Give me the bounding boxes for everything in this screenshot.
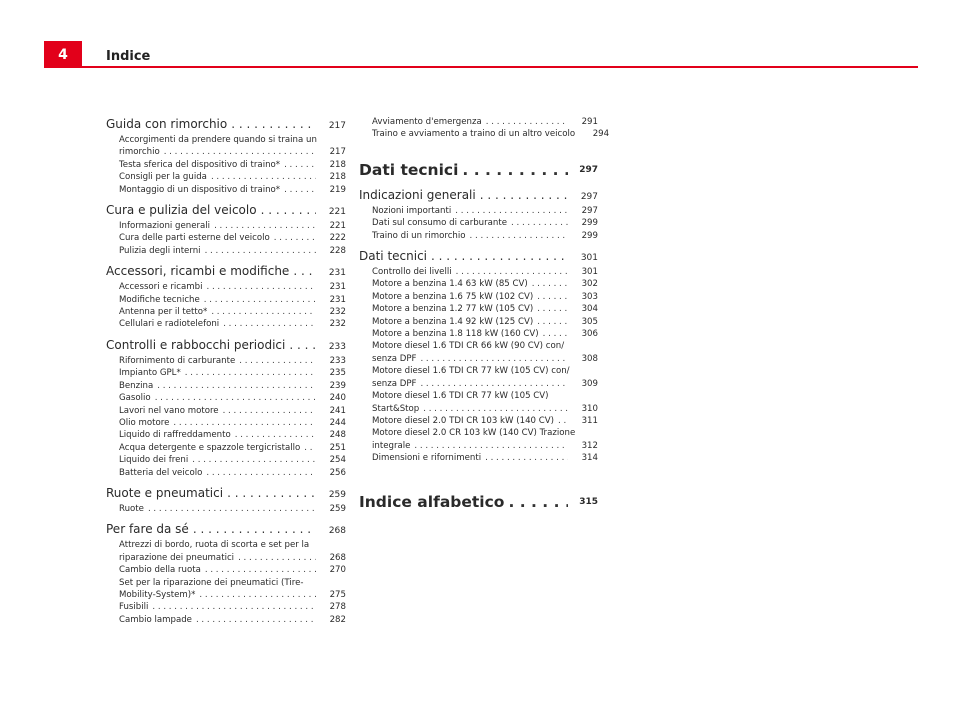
toc-entry[interactable]: [359, 205, 598, 217]
toc-entry-label: Dati tecnici: [359, 160, 459, 179]
toc-page-number: 297: [581, 205, 598, 216]
toc-page-number: 240: [329, 393, 346, 404]
toc-section[interactable]: [106, 116, 346, 134]
toc-entry-label-line1: Motore diesel 2.0 CR 103 kW (140 CV) Trazione: [372, 428, 576, 439]
toc-entry[interactable]: [106, 281, 346, 293]
toc-page-number: 312: [581, 440, 598, 451]
dot-leader: [235, 429, 316, 441]
toc-page-number: 315: [579, 496, 598, 507]
page-title: Indice: [106, 49, 151, 64]
toc-entry-label-line1: Motore diesel 1.6 TDI CR 77 kW (105 CV): [372, 391, 549, 402]
toc-entry-label: Accessori e ricambi: [119, 282, 203, 293]
dot-leader: [455, 205, 568, 217]
toc-page-number: 311: [581, 415, 598, 426]
dot-leader: [223, 318, 316, 330]
toc-page-number: 254: [329, 455, 346, 466]
toc-entry[interactable]: [106, 601, 346, 613]
toc-page-number: 294: [592, 129, 610, 140]
toc-entry[interactable]: [359, 427, 598, 452]
dot-leader: [164, 146, 316, 158]
toc-page-number: 299: [581, 230, 598, 241]
toc-page-number: 231: [328, 268, 346, 279]
toc-entry-label: Fusibili: [119, 602, 149, 613]
toc-entry-label: Modifiche tecniche: [119, 294, 200, 305]
dot-leader: [231, 116, 316, 132]
toc-entry-label: Mobility-System)*: [119, 589, 196, 600]
toc-chapter[interactable]: [359, 159, 598, 181]
toc-entry-label: Rifornimento di carburante: [119, 355, 236, 366]
toc-entry[interactable]: [359, 230, 598, 242]
toc-page-number: 259: [329, 503, 346, 514]
toc-right-column: [359, 116, 610, 513]
toc-page-number: 256: [329, 467, 346, 478]
dot-leader: [462, 159, 568, 181]
toc-page-number: 305: [581, 316, 598, 327]
dot-leader: [431, 248, 568, 264]
header-rule: [82, 66, 918, 68]
toc-entry-label: integrale: [372, 440, 411, 451]
toc-entry[interactable]: [106, 417, 346, 429]
toc-page-number: 217: [329, 147, 346, 158]
dot-leader: [211, 306, 316, 318]
toc-entry[interactable]: [106, 429, 346, 441]
toc-entry[interactable]: [106, 577, 346, 602]
toc-entry-label: Nozioni importanti: [372, 205, 452, 216]
dot-leader: [239, 355, 316, 367]
toc-entry-label: Lavori nel vano motore: [119, 405, 219, 416]
dot-leader: [414, 440, 568, 452]
dot-leader: [205, 245, 316, 257]
dot-leader: [192, 454, 316, 466]
dot-leader: [420, 378, 568, 390]
toc-entry[interactable]: [106, 442, 346, 454]
dot-leader: [470, 230, 568, 242]
dot-leader: [173, 417, 316, 429]
toc-entry[interactable]: [106, 318, 346, 330]
toc-page-number: 301: [580, 253, 598, 264]
toc-entry[interactable]: [359, 452, 598, 464]
toc-entry-label: Consigli per la guida: [119, 172, 207, 183]
dot-leader: [537, 291, 568, 303]
dot-leader: [261, 202, 316, 218]
toc-entry-label: Informazioni generali: [119, 221, 211, 232]
dot-leader: [223, 405, 316, 417]
toc-entry-label: Accessori, ricambi e modifiche: [106, 264, 290, 279]
dot-leader: [206, 467, 316, 479]
toc-page-number: 297: [580, 191, 598, 202]
toc-entry[interactable]: [359, 316, 598, 328]
toc-entry-label: Controlli e rabbocchi periodici: [106, 337, 286, 352]
dot-leader: [214, 220, 316, 232]
dot-leader: [486, 116, 568, 128]
dot-leader: [537, 316, 568, 328]
toc-page-number: 251: [329, 442, 346, 453]
toc-entry-label: Gasolio: [119, 393, 151, 404]
toc-section[interactable]: [359, 248, 598, 266]
toc-entry-label: rimorchio: [119, 147, 160, 158]
toc-entry-label: Dati tecnici: [359, 249, 428, 264]
toc-entry-label: Start&Stop: [372, 403, 420, 414]
dot-leader: [185, 367, 316, 379]
toc-entry[interactable]: [359, 266, 598, 278]
toc-entry[interactable]: [106, 220, 346, 232]
toc-entry[interactable]: [106, 614, 346, 626]
toc-entry-label: Antenna per il tetto*: [119, 307, 208, 318]
toc-entry[interactable]: [106, 503, 346, 515]
dot-leader: [274, 232, 316, 244]
toc-entry[interactable]: [106, 159, 346, 171]
dot-leader: [532, 278, 568, 290]
dot-leader: [558, 415, 568, 427]
dot-leader: [289, 337, 316, 353]
toc-section[interactable]: [106, 485, 346, 503]
toc-page-number: 217: [328, 121, 346, 131]
toc-page-number: 248: [329, 430, 346, 441]
toc-entry-label: Dimensioni e rifornimenti: [372, 453, 482, 464]
toc-entry[interactable]: [106, 392, 346, 404]
toc-chapter[interactable]: [359, 491, 598, 513]
toc-entry[interactable]: [106, 184, 346, 196]
toc-entry-label: Cambio della ruota: [119, 565, 201, 576]
toc-entry[interactable]: [359, 128, 610, 140]
dot-leader: [204, 294, 316, 306]
dot-leader: [193, 521, 316, 537]
toc-page-number: 304: [581, 304, 598, 315]
toc-entry[interactable]: [106, 232, 346, 244]
toc-section[interactable]: [106, 337, 346, 355]
dot-leader: [480, 187, 568, 203]
toc-page-number: 259: [328, 489, 346, 500]
toc-entry-label: Motore a benzina 1.2 77 kW (105 CV): [372, 304, 534, 315]
toc-section[interactable]: [106, 521, 346, 539]
toc-page-number: 270: [329, 565, 346, 576]
toc-entry-label: Motore a benzina 1.4 92 kW (125 CV): [372, 316, 534, 327]
toc-page-number: 309: [581, 378, 598, 389]
dot-leader: [508, 491, 568, 513]
toc-page-number: 308: [581, 353, 598, 364]
toc-entry[interactable]: [106, 294, 346, 306]
toc-entry-label: Per fare da sé: [106, 522, 189, 537]
toc-entry[interactable]: [106, 355, 346, 367]
toc-entry-label: Pulizia degli interni: [119, 245, 201, 256]
toc-entry[interactable]: [359, 291, 598, 303]
toc-entry-label: Dati sul consumo di carburante: [372, 218, 508, 229]
toc-entry[interactable]: [359, 303, 598, 315]
toc-entry[interactable]: [359, 278, 598, 290]
toc-entry-label: Liquido dei freni: [119, 455, 189, 466]
toc-page-number: 235: [329, 368, 346, 379]
dot-leader: [420, 353, 568, 365]
toc-entry-label: Guida con rimorchio: [106, 117, 228, 131]
toc-entry[interactable]: [106, 306, 346, 318]
toc-entry[interactable]: [359, 328, 598, 340]
dot-leader: [293, 263, 316, 279]
page-number-badge: [44, 41, 82, 68]
toc-entry[interactable]: [359, 390, 598, 415]
toc-entry-label: Ruote e pneumatici: [106, 485, 224, 500]
dot-leader: [456, 266, 568, 278]
toc-page-number: 275: [329, 589, 346, 600]
toc-entry-label: Controllo dei livelli: [372, 267, 452, 278]
toc-entry-label: senza DPF: [372, 353, 417, 364]
toc-entry-label: Ruote: [119, 503, 144, 514]
dot-leader: [511, 217, 568, 229]
toc-page-number: 244: [329, 417, 346, 428]
toc-entry-label: Cura delle parti esterne del veicolo: [119, 233, 270, 244]
toc-page-number: 268: [328, 526, 346, 537]
spacer: [359, 465, 598, 483]
toc-entry[interactable]: [106, 454, 346, 466]
dot-leader: [423, 403, 568, 415]
toc-entry-label: riparazione dei pneumatici: [119, 552, 235, 563]
dot-leader: [148, 503, 316, 515]
toc-entry[interactable]: [106, 564, 346, 576]
toc-page-number: 310: [581, 403, 598, 414]
toc-entry-label: Batteria del veicolo: [119, 467, 203, 478]
dot-leader: [227, 485, 316, 501]
toc-page-number: 314: [581, 453, 598, 464]
toc-page-number: 268: [329, 552, 346, 563]
dot-leader: [199, 589, 316, 601]
dot-leader: [304, 442, 316, 454]
toc-entry-label: Motore a benzina 1.8 118 kW (160 CV): [372, 329, 539, 340]
toc-section[interactable]: [106, 202, 346, 220]
toc-entry-label: Motore diesel 2.0 TDI CR 103 kW (140 CV): [372, 415, 554, 426]
dot-leader: [485, 452, 568, 464]
toc-entry[interactable]: [106, 367, 346, 379]
toc-entry[interactable]: [106, 405, 346, 417]
toc-entry[interactable]: [359, 116, 598, 128]
page-number: 4: [58, 46, 68, 63]
toc-entry-label: Liquido di raffreddamento: [119, 430, 231, 441]
toc-page-number: 219: [329, 184, 346, 195]
toc-page-number: 299: [581, 218, 598, 229]
toc-page-number: 232: [329, 319, 346, 330]
toc-page-number: 221: [328, 207, 346, 218]
toc-entry[interactable]: [106, 171, 346, 183]
toc-entry-label-line1: Motore diesel 1.6 TDI CR 77 kW (105 CV) con/: [372, 366, 570, 377]
toc-entry-label-line1: Set per la riparazione dei pneumatici (Tire-: [119, 577, 304, 588]
toc-entry[interactable]: [106, 539, 346, 564]
toc-entry-label: Testa sferica del dispositivo di traino*: [119, 159, 281, 170]
toc-entry-label: Cambio lampade: [119, 614, 192, 625]
toc-entry-label: Traino e avviamento a traino di un altro veicolo: [372, 129, 576, 140]
dot-leader: [284, 159, 316, 171]
toc-page-number: 231: [329, 282, 346, 293]
toc-page-number: 218: [329, 159, 346, 170]
toc-entry-label: Montaggio di un dispositivo di traino*: [119, 184, 281, 195]
toc-entry-label: Cura e pulizia del veicolo: [106, 203, 257, 218]
toc-entry-label: Cellulari e radiotelefoni: [119, 319, 220, 330]
toc-page-number: 218: [329, 172, 346, 183]
toc-entry[interactable]: [359, 415, 598, 427]
toc-page-number: 221: [329, 221, 346, 232]
toc-page-number: 306: [581, 329, 598, 340]
toc-entry-label-line1: Attrezzi di bordo, ruota di scorta e set per la: [119, 540, 310, 551]
toc-entry-label-line1: Accorgimenti da prendere quando si traina un: [119, 135, 317, 145]
toc-entry-label: Benzina: [119, 380, 154, 391]
toc-page-number: 239: [329, 380, 346, 391]
dot-leader: [543, 328, 568, 340]
toc-page-number: 291: [581, 117, 598, 127]
toc-section[interactable]: [106, 263, 346, 281]
toc-left-column: [106, 116, 346, 626]
dot-leader: [211, 171, 316, 183]
toc-page-number: 241: [329, 405, 346, 416]
dot-leader: [196, 614, 316, 626]
toc-entry-label: Motore a benzina 1.4 63 kW (85 CV): [372, 279, 528, 290]
toc-entry[interactable]: [106, 245, 346, 257]
toc-page-number: 302: [581, 279, 598, 290]
toc-entry-label: Olio motore: [119, 417, 170, 428]
toc-entry[interactable]: [106, 134, 346, 159]
spacer: [359, 141, 598, 151]
toc-page-number: 222: [329, 233, 346, 244]
toc-page-number: 297: [579, 164, 598, 175]
toc-page-number: 303: [581, 291, 598, 302]
dot-leader: [238, 552, 316, 564]
toc-entry-label: senza DPF: [372, 378, 417, 389]
toc-page-number: 228: [329, 245, 346, 256]
toc-entry-label: Motore a benzina 1.6 75 kW (102 CV): [372, 291, 534, 302]
toc-page-number: 233: [328, 341, 346, 352]
toc-page-number: 231: [329, 294, 346, 305]
dot-leader: [205, 564, 316, 576]
toc-entry-label: Avviamento d'emergenza: [372, 117, 482, 127]
dot-leader: [152, 601, 316, 613]
toc-entry[interactable]: [359, 365, 598, 390]
toc-page-number: 282: [329, 614, 346, 625]
dot-leader: [284, 184, 316, 196]
toc-entry[interactable]: [106, 467, 346, 479]
toc-entry-label-line1: Motore diesel 1.6 TDI CR 66 kW (90 CV) con/: [372, 341, 565, 352]
toc-page-number: 278: [329, 602, 346, 613]
toc-entry[interactable]: [359, 340, 598, 365]
toc-entry-label: Indice alfabetico: [359, 492, 505, 511]
toc-entry[interactable]: [359, 217, 598, 229]
toc-section[interactable]: [359, 187, 598, 205]
dot-leader: [206, 281, 316, 293]
toc-page-number: 233: [329, 355, 346, 366]
toc-page-number: 301: [581, 267, 598, 278]
toc-entry[interactable]: [106, 380, 346, 392]
dot-leader: [537, 303, 568, 315]
toc-entry-label: Traino di un rimorchio: [372, 230, 466, 241]
dot-leader: [157, 380, 316, 392]
toc-entry-label: Acqua detergente e spazzole tergicristallo: [119, 442, 301, 453]
toc-page-number: 232: [329, 307, 346, 318]
toc-entry-label: Impianto GPL*: [119, 368, 181, 379]
toc-entry-label: Indicazioni generali: [359, 187, 476, 202]
dot-leader: [155, 392, 316, 404]
